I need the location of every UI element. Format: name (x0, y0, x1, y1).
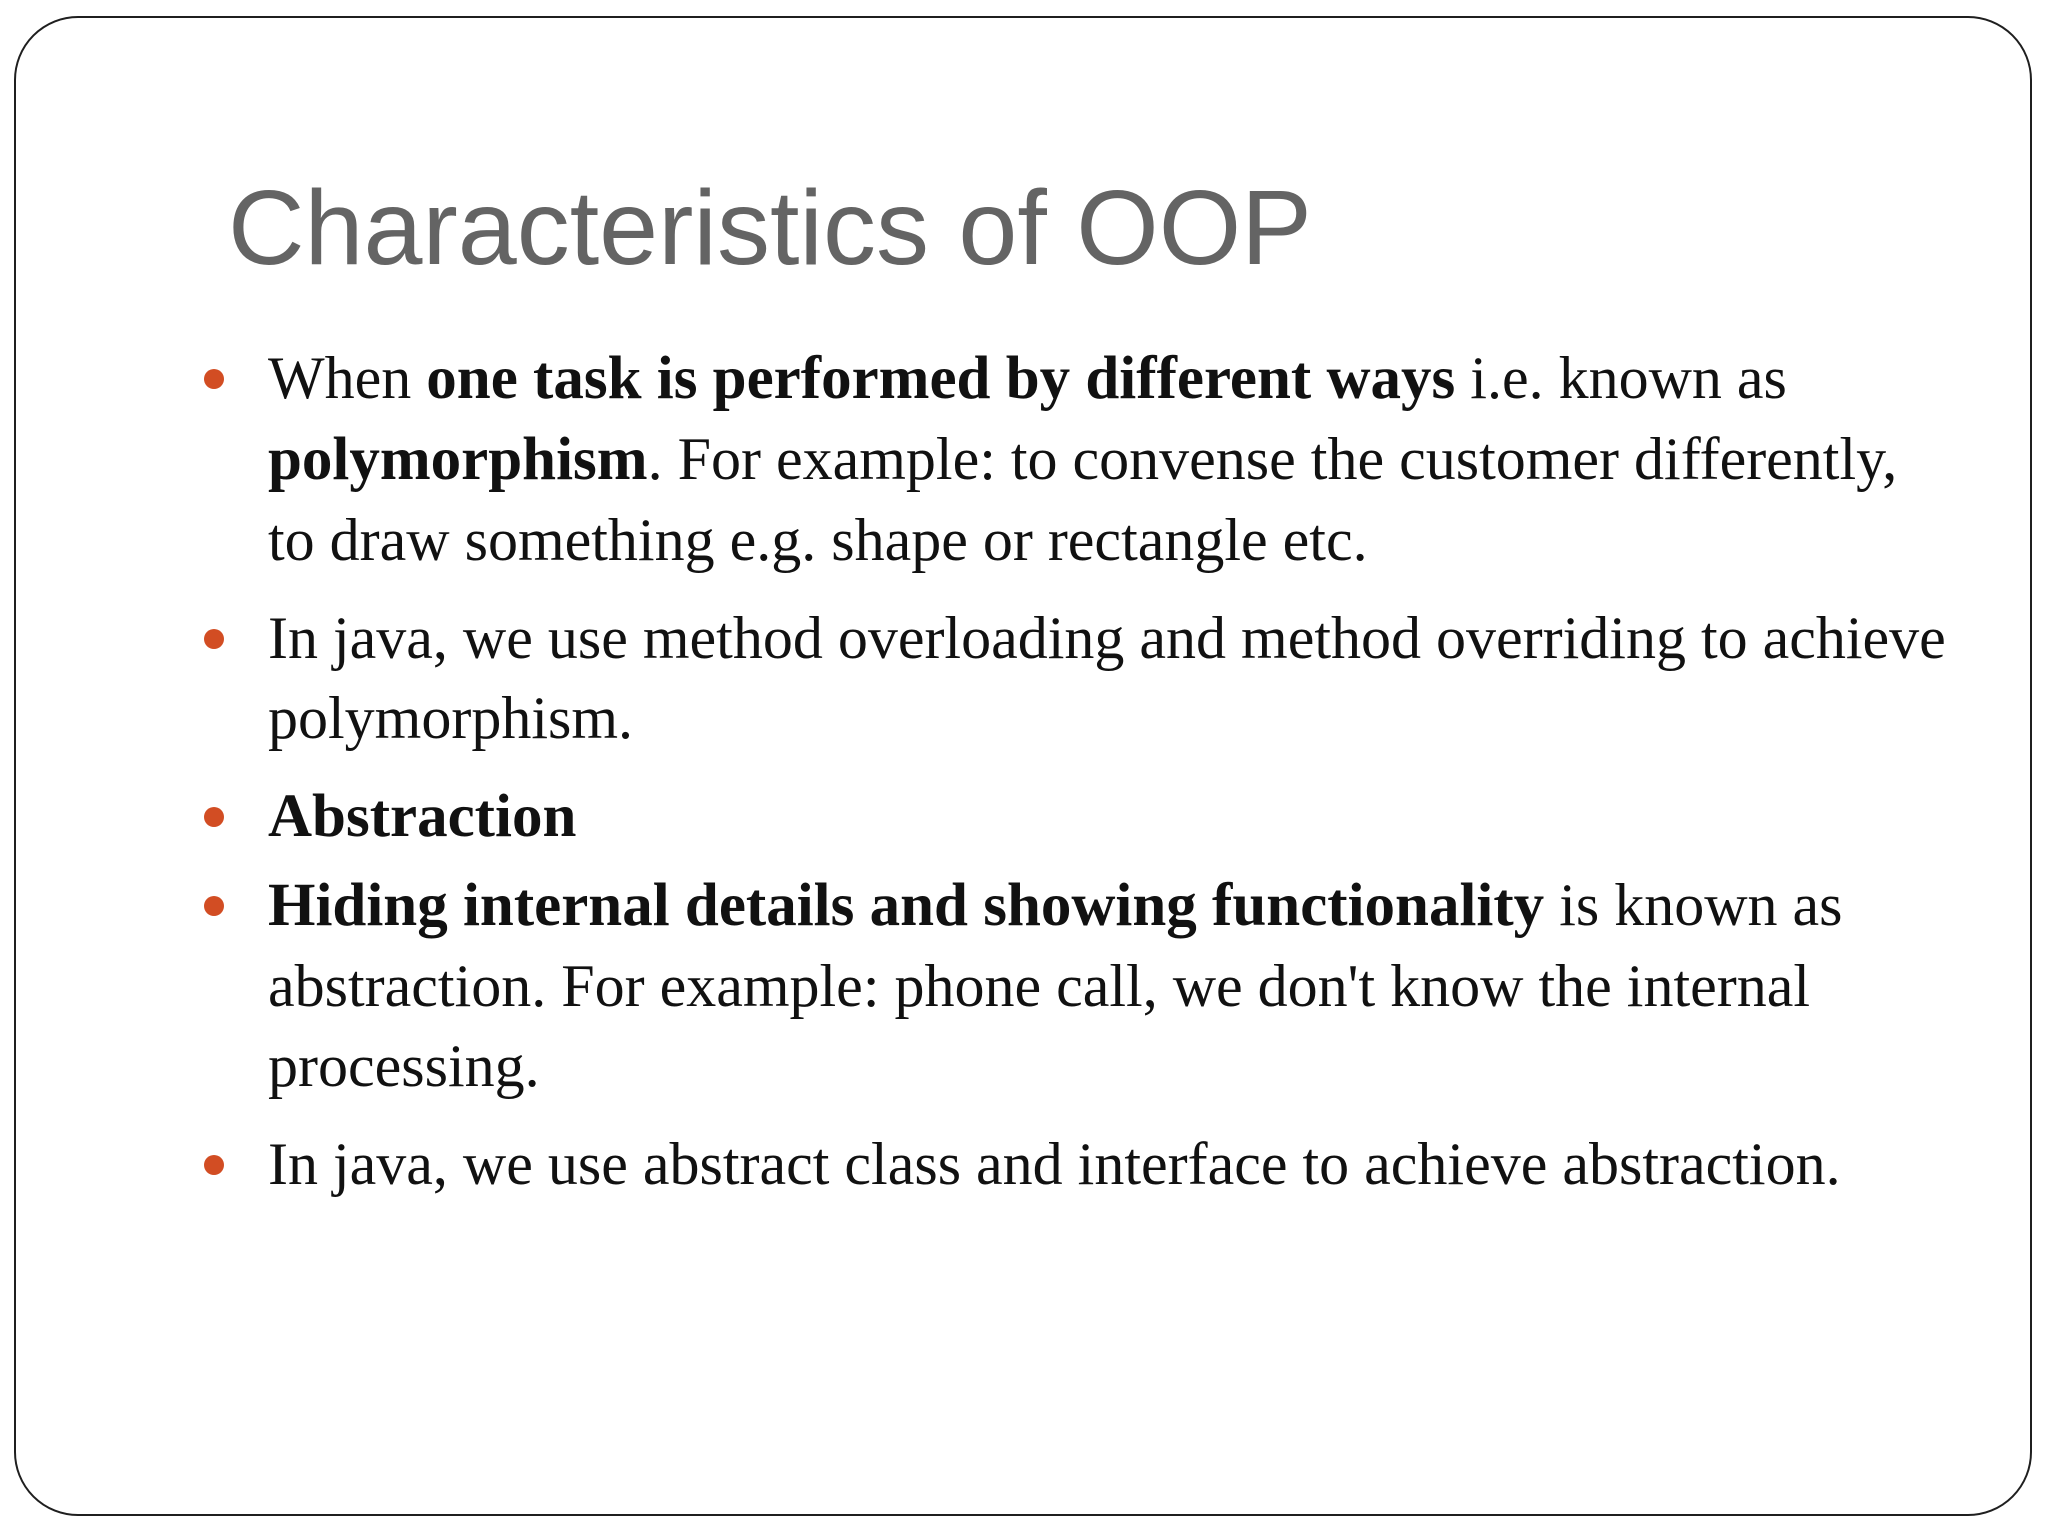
text-segment-bold: Abstraction (268, 783, 577, 850)
text-segment-bold: one task is performed by different ways (426, 345, 1456, 412)
bullet-dot-icon (204, 1155, 224, 1175)
text-segment: i.e. known as (1455, 345, 1787, 411)
text-segment-bold: polymorphism (268, 426, 648, 493)
text-segment-bold: Hiding internal details and showing functionality (268, 872, 1545, 939)
bullet-abstraction-heading (192, 776, 1952, 857)
bullet-polymorphism-java (192, 598, 1952, 758)
text-segment: In java, we use method overloading and method overriding to achieve polymorphism. (268, 605, 1946, 751)
slide-title: Characteristics of OOP (228, 169, 1312, 287)
bullet-dot-icon (204, 369, 224, 389)
bullet-abstraction-java (192, 1124, 1952, 1204)
bullet-dot-icon (204, 896, 224, 916)
text-segment: When (268, 345, 427, 411)
slide (14, 16, 2032, 1516)
bullet-abstraction-definition (192, 865, 1952, 1106)
text-segment: . For example: to convense the customer differently, to draw something e.g. shape or rectangle etc. (268, 426, 1898, 573)
bullet-list (192, 338, 1952, 1222)
bullet-dot-icon (204, 629, 224, 649)
text-segment: is known as abstraction. For example: phone call, we don't know the internal processing. (268, 872, 1843, 1099)
bullet-polymorphism-definition (192, 338, 1952, 580)
bullet-dot-icon (204, 807, 224, 827)
text-segment: In java, we use abstract class and interface to achieve abstraction. (268, 1131, 1841, 1197)
